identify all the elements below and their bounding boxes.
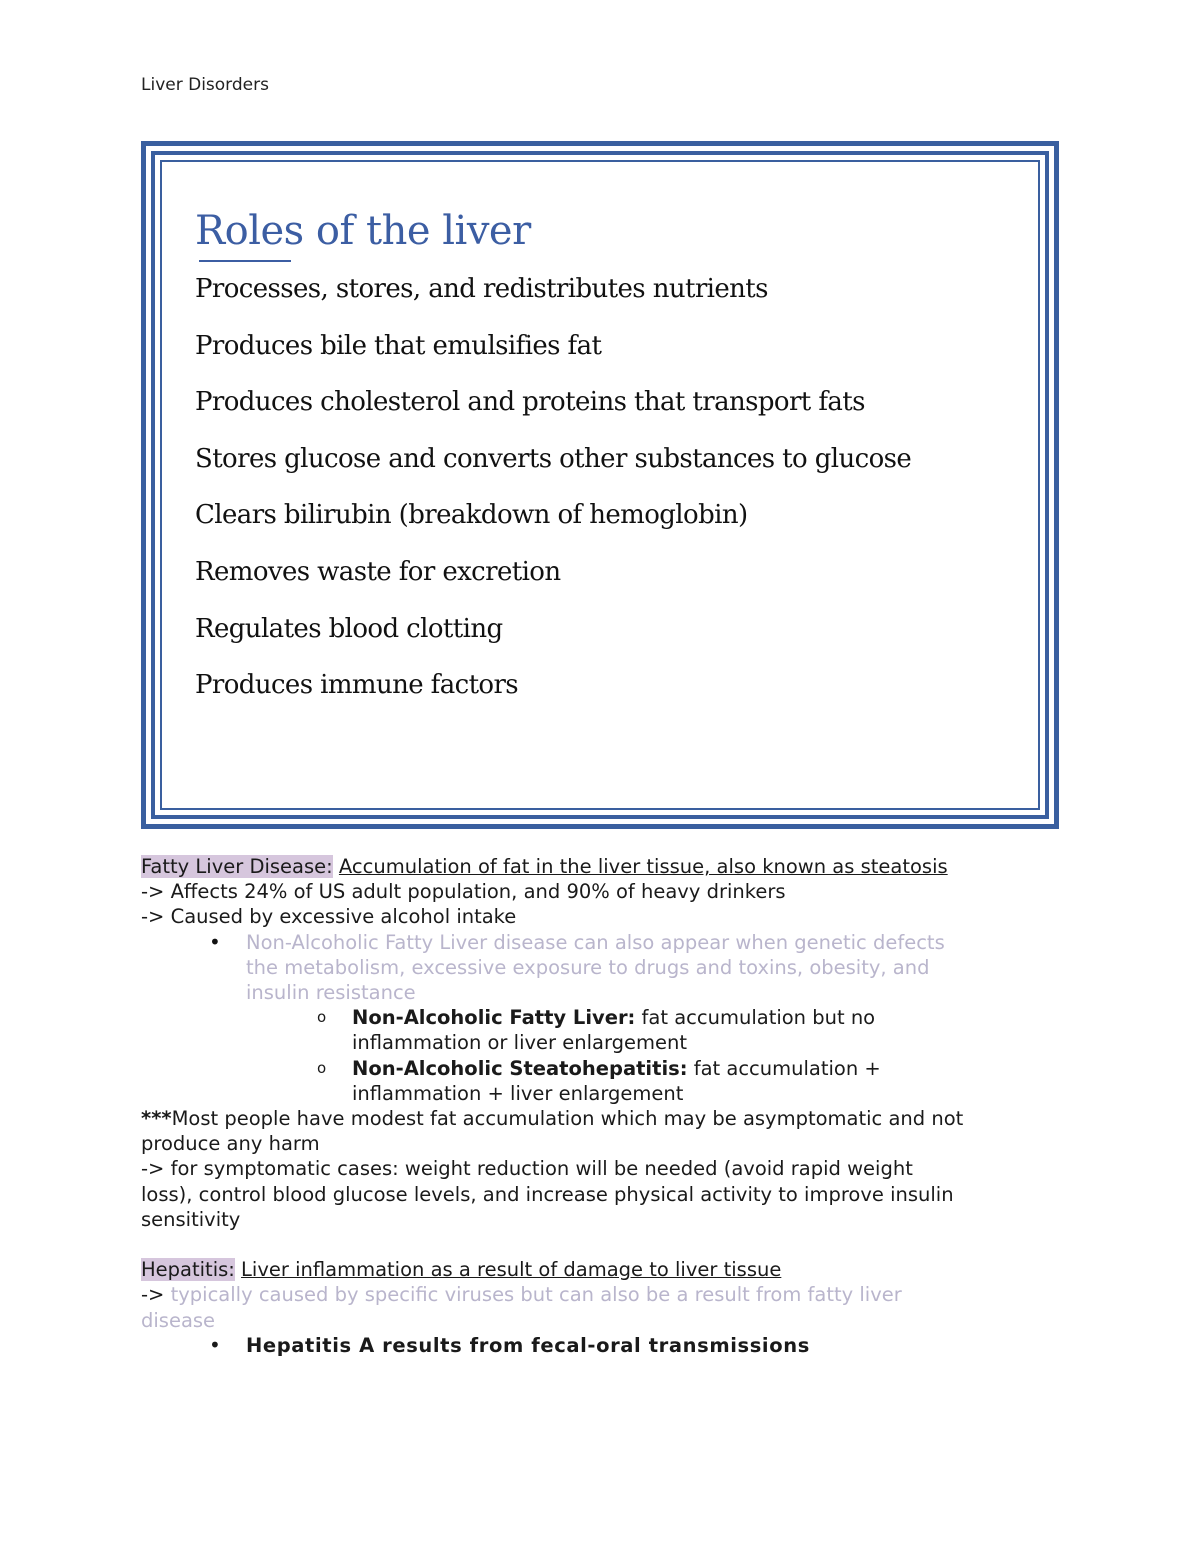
nafld-bullet-line: insulin resistance (246, 981, 416, 1005)
fatty-liver-heading (141, 854, 1071, 879)
document-header: Liver Disorders (141, 75, 269, 95)
note-stars: *** (141, 1107, 172, 1131)
asymptomatic-note-continuation: produce any harm (141, 1132, 320, 1156)
slide-title: Roles of the liver (195, 208, 531, 254)
circle-bullet-icon: o (317, 1008, 327, 1027)
nash-term: Non-Alcoholic Steatohepatitis: (352, 1056, 688, 1080)
fatty-liver-definition: Accumulation of fat in the liver tissue, also known as steatosis (338, 855, 948, 878)
fatty-liver-cause: -> Caused by excessive alcohol intake (141, 905, 517, 929)
liver-roles-list (195, 270, 911, 723)
treatment-line: -> for symptomatic cases: weight reduction will be needed (avoid rapid weight (141, 1157, 913, 1181)
hepatitis-definition: Liver inflammation as a result of damage to liver tissue (241, 1258, 782, 1282)
liver-role-item: Regulates blood clotting (195, 613, 503, 644)
hepatitis-heading (141, 1257, 1071, 1282)
hepatitis-term: Hepatitis: (141, 1258, 235, 1282)
fatty-liver-term: Fatty Liver Disease: (141, 855, 333, 878)
treatment-line: loss), control blood glucose levels, and increase physical activity to improve insulin (141, 1182, 954, 1206)
liver-role-item: Produces immune factors (195, 670, 519, 701)
arrow-text: -> (141, 1283, 165, 1307)
hepatitis-cause-continuation: disease (141, 1308, 216, 1332)
fatty-liver-prevalence: -> Affects 24% of US adult population, and 90% of heavy drinkers (141, 880, 786, 904)
bullet-icon: • (209, 929, 221, 954)
hepatitis-a-bullet (141, 1333, 1071, 1358)
treatment-line: sensitivity (141, 1207, 241, 1231)
nafl-subbullet (141, 1005, 1071, 1055)
liver-role-item: Processes, stores, and redistributes nutrients (195, 274, 768, 304)
nafl-text: fat accumulation but no (635, 1006, 876, 1030)
nash-text: fat accumulation + (687, 1056, 881, 1080)
nash-subbullet-line (352, 1056, 1071, 1081)
nash-subbullet (141, 1056, 1071, 1106)
liver-role-item: Stores glucose and converts other substances to glucose (195, 443, 912, 474)
liver-role-item: Clears bilirubin (breakdown of hemoglobin) (195, 500, 748, 531)
slide-title-underline (199, 260, 291, 262)
notes-body (141, 854, 1071, 1358)
asymptomatic-note (141, 1106, 1071, 1131)
nafld-bullet-line: Non-Alcoholic Fatty Liver disease can also appear when genetic defects (246, 930, 945, 954)
bullet-icon: • (209, 1332, 221, 1357)
nafld-bullet-line: the metabolism, excessive exposure to drugs and toxins, obesity, and (246, 955, 930, 979)
liver-role-item: Produces bile that emulsifies fat (195, 330, 602, 361)
nash-continuation: inflammation + liver enlargement (352, 1081, 684, 1105)
nafld-bullet (141, 930, 1071, 1006)
circle-bullet-icon: o (317, 1058, 327, 1077)
hepatitis-cause (141, 1282, 1071, 1307)
hepatitis-cause-text: typically caused by specific viruses but can also be a result from fatty liver (164, 1283, 902, 1307)
liver-role-item: Produces cholesterol and proteins that transport fats (195, 387, 865, 418)
nafl-subbullet-line (352, 1005, 1071, 1030)
nafl-continuation: inflammation or liver enlargement (352, 1031, 688, 1055)
paragraph-gap (141, 1232, 1071, 1257)
hepatitis-a-text: Hepatitis A results from fecal-oral transmissions (246, 1333, 810, 1357)
liver-role-item: Removes waste for excretion (195, 556, 561, 587)
note-text: Most people have modest fat accumulation which may be asymptomatic and not (171, 1107, 964, 1131)
nafl-term: Non-Alcoholic Fatty Liver: (352, 1006, 636, 1030)
